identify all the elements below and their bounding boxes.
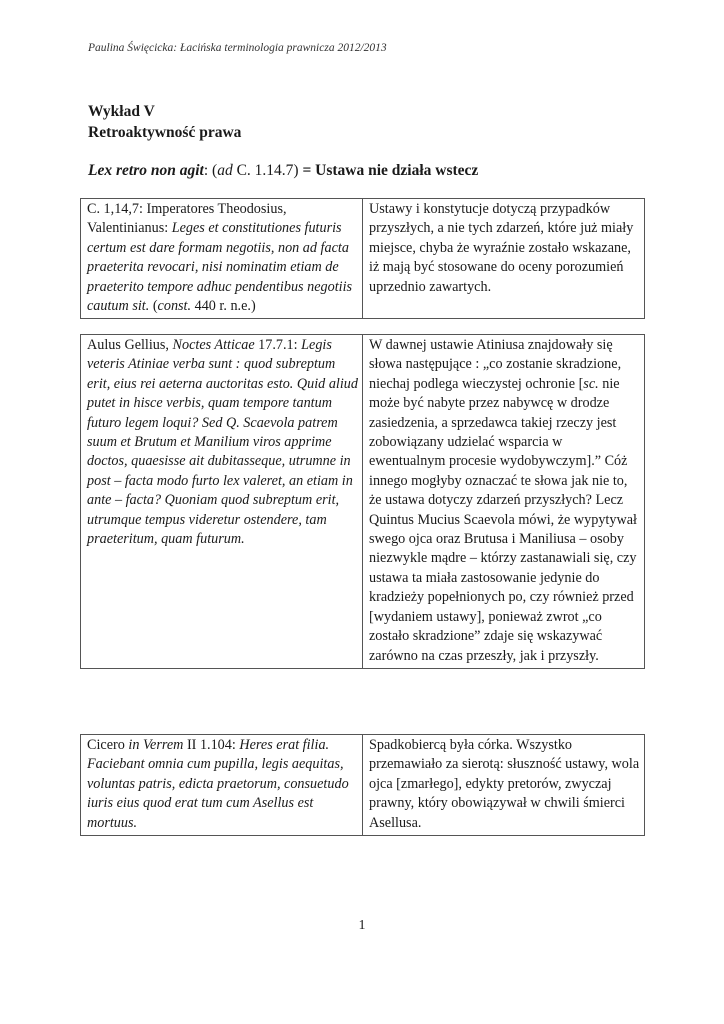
source-table-gellius (80, 334, 645, 669)
latin-cell (81, 335, 363, 669)
polish-text: sc. (583, 375, 599, 392)
latin-text: ( (149, 298, 158, 315)
lecture-number: Wykład V (88, 103, 155, 120)
page-number: 1 (358, 918, 366, 933)
latin-text: in Verrem (128, 737, 184, 753)
latin-text: Legis veteris Atiniae verba sunt : quod subreptum erit, eius rei aeterna auctoritas esto. Quid aliud putet in hisce verbis, quam tempore tantum futuro legem loqui? Sed Q. Scaevola patrem suum et Brutum et Manilium viros apprime doctos, quaesisse ait dubitasseque, utrumne in post – facta modo furto lex valeret, an etiam in ante – facta? Quoniam quod subreptum erit, utrumque tempus videretur ostendere, tam praeteritum, quam futurum. (87, 337, 358, 548)
latin-text: Leges et constitutiones futuris certum est dare formam negotiis, non ad facta praeterita revocari, nisi nominatim etiam de praeterito tempore adhuc pendentibus negotiis cautum sit. (87, 220, 353, 315)
latin-text: Aulus Gellius, (87, 337, 173, 353)
maxim-equals: = (298, 162, 316, 179)
latin-text: Cicero (87, 737, 129, 753)
polish-cell: Spadkobiercą była córka. Wszystko przemawiało za sierotą: słuszność ustawy, wola ojca [zmarłego], edykty pretorów, zwyczaj prawny, który obowiązywał w chwili śmierci Asellusa. (363, 735, 645, 836)
table-row (81, 735, 645, 836)
table-row (81, 199, 645, 319)
running-header: Paulina Święcicka: Łacińska terminologia prawnicza 2012/2013 (88, 42, 387, 54)
latin-text: const. (157, 298, 192, 315)
lecture-title: Retroaktywność prawa (88, 124, 242, 141)
polish-text: nie może być nabyte przez nabywcę w drodze zasiedzenia, a sprzedawca takiej rzeczy jest zobowiązany udzielać wsparcia w ewentualnym procesie wydobywczym].” Cóż innego mogłyby oznaczać te słowa jak nie to, że ustawa dotyczy zdarzeń przyszłych? Lecz Quintus Mucius Scaevola mówi, że wypytywał swego ojca oraz Brutusa i Maniliusa – osoby niezwykle mądre – którzy zastanawiali się, czy ustawa ta miała zastosowanie jedynie do kradzieży popełnionych po, czy również przed [wydaniem ustawy], ponieważ zwrot „co zostało skradzione” zdaje się wskazywać zarówno na czas przeszły, jak i przyszły. (369, 375, 637, 664)
maxim-translation: Ustawa nie działa wstecz (315, 162, 479, 179)
latin-cell (81, 735, 363, 836)
maxim-ref-ad: ad (217, 162, 233, 179)
polish-cell (363, 335, 645, 669)
maxim-reference: C. 1.14.7) (232, 162, 299, 179)
source-table-cicero (80, 734, 645, 836)
maxim-colon: : (203, 162, 213, 179)
maxim-latin: Lex retro non agit (88, 162, 204, 179)
maxim-ref-open: ( (212, 162, 218, 179)
latin-text: Noctes Atticae (172, 337, 255, 353)
latin-text: 17.7.1: (254, 337, 302, 353)
maxim-line (88, 162, 478, 180)
latin-cell (81, 199, 363, 319)
table-row (81, 335, 645, 669)
latin-text: C. 1,14,7: Imperatores Theodosius, Valentinianus: (87, 201, 287, 237)
latin-text: II 1.104: (183, 737, 240, 753)
polish-cell: Ustawy i konstytucje dotyczą przypadków przyszłych, a nie tych zdarzeń, które już miały miejsce, chyba że wyraźnie zostało wskazane, iż mają być stosowane do oceny porozumień uprzednio zawartych. (363, 199, 645, 319)
latin-text: 440 r. n.e.) (191, 298, 256, 315)
polish-text: W dawnej ustawie Atiniusa znajdowały się słowa następujące : „co zostanie skradzione, niechaj podlega wieczystej ochronie [ (369, 337, 622, 392)
latin-text: Heres erat filia. Faciebant omnia cum pupilla, legis aequitas, voluntas patris, edicta praetorum, consuetudo iuris eius quod erat tum cum Asellus est mortuus. (87, 737, 349, 831)
source-table-codex (80, 198, 645, 319)
